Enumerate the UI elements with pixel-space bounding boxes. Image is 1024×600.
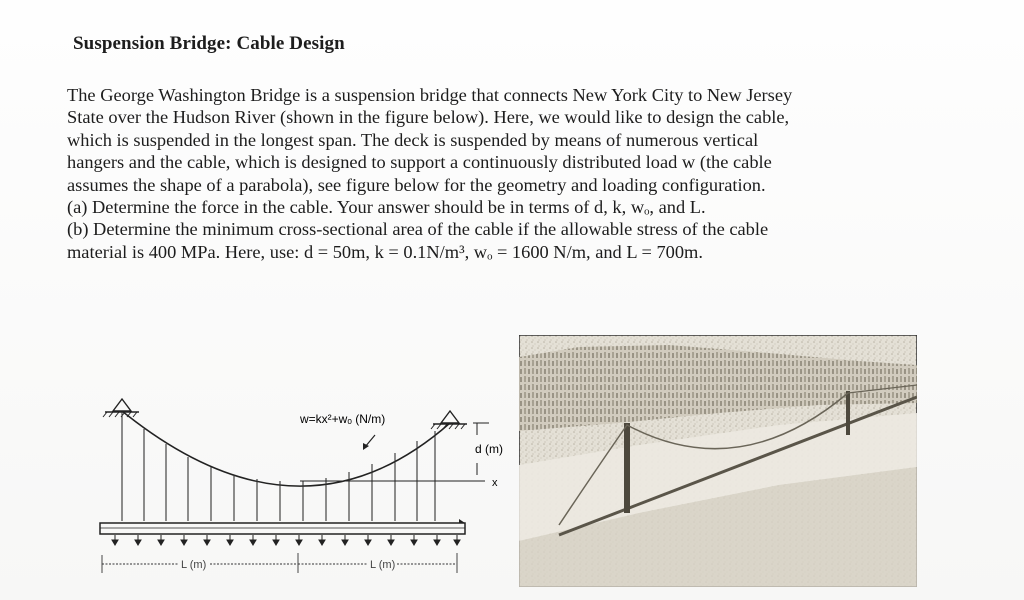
problem-line: hangers and the cable, which is designed to support a continuously distributed load w (the cable [67, 152, 772, 173]
problem-line: which is suspended in the longest span. The deck is suspended by means of numerous vertical [67, 129, 759, 150]
load-function-label: w=kx²+wₒ (N/m) [300, 412, 386, 426]
span-dimension [102, 553, 457, 573]
x-axis-label: x [492, 477, 498, 489]
problem-line: State over the Hudson River (shown in the figure below). Here, we would like to design the cable, [67, 107, 790, 128]
photo-bridge-tower [624, 423, 630, 513]
problem-line: assumes the shape of a parabola), see figure below for the geometry and loading configuration. [67, 174, 766, 195]
problem-line-given-values: material is 400 MPa. Here, use: d = 50m, k = 0.1N/m³, wₒ = 1600 N/m, and L = 700m. [67, 241, 703, 262]
problem-line-part-a: (a) Determine the force in the cable. Your answer should be in terms of d, k, wₒ, and L. [67, 197, 706, 218]
bridge-photo [519, 335, 917, 587]
hangers [122, 412, 435, 521]
span-label-left: L (m) [181, 559, 207, 571]
distributed-load-arrows [112, 535, 460, 545]
photo-bridge-tower [846, 391, 850, 435]
problem-line-part-b: (b) Determine the minimum cross-sectional area of the cable if the allowable stress of the cable [67, 219, 769, 240]
d-label: d (m) [475, 442, 503, 456]
bridge-deck [100, 519, 465, 534]
document-title: Suspension Bridge: Cable Design [73, 33, 345, 54]
left-pin-support [103, 399, 139, 417]
problem-statement [67, 84, 917, 263]
cable-parabola [122, 411, 450, 486]
right-pin-support [431, 411, 467, 429]
cable-diagram [95, 395, 525, 585]
span-label-right: L (m) [370, 559, 396, 571]
problem-line: The George Washington Bridge is a suspension bridge that connects New York City to New Jersey [67, 85, 793, 105]
